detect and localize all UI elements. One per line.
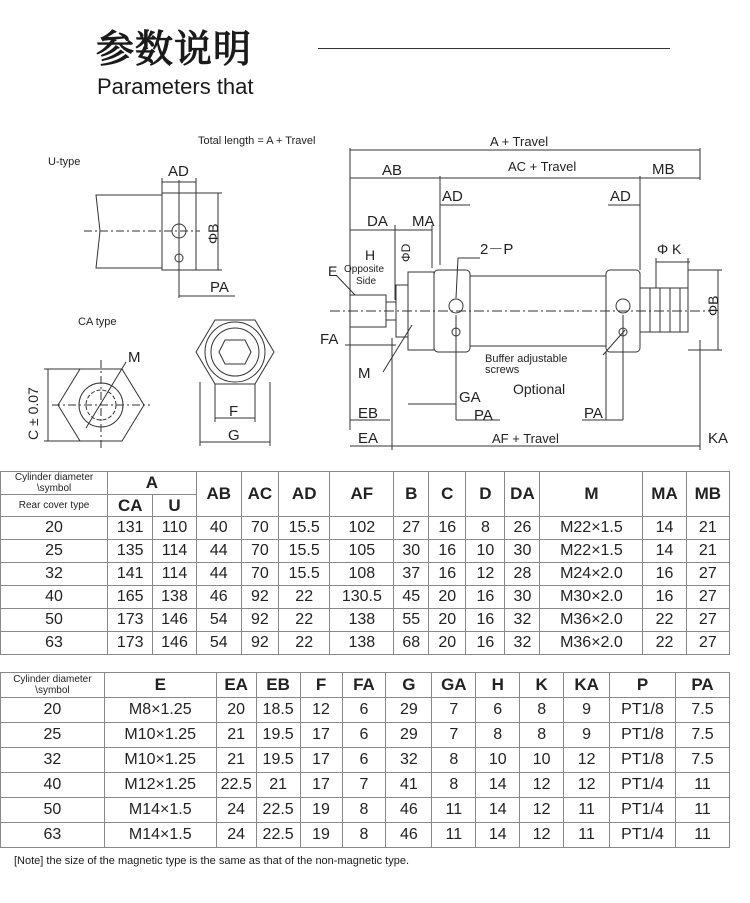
- table-cell: 40: [196, 517, 241, 540]
- ad-label-rear: AD: [610, 188, 631, 205]
- table-cell: 12: [520, 823, 564, 848]
- ac-travel-label: AC + Travel: [508, 159, 577, 174]
- table-cell: 46: [196, 586, 241, 609]
- table2-header: E: [104, 673, 216, 698]
- phi-b-label-main: ΦB: [705, 295, 721, 316]
- c-tolerance-label: C ± 0.07: [25, 387, 41, 440]
- table-cell: 14: [643, 540, 686, 563]
- table-cell: 9: [564, 723, 610, 748]
- table-cell: 24: [216, 823, 256, 848]
- table-cell: 17: [300, 748, 342, 773]
- table-cell: 15.5: [278, 563, 329, 586]
- table-cell: 22: [278, 609, 329, 632]
- table-cell: 105: [330, 540, 394, 563]
- table-cell: 8: [432, 748, 476, 773]
- table-cell: 17: [300, 723, 342, 748]
- table2-header: H: [476, 673, 520, 698]
- cylinder-diameter-cell: 63: [1, 823, 105, 848]
- table-cell: M36×2.0: [540, 609, 643, 632]
- table-cell: 32: [505, 632, 540, 655]
- table-cell: 20: [429, 586, 466, 609]
- table-cell: M12×1.25: [104, 773, 216, 798]
- ad-label-front: AD: [442, 188, 463, 205]
- table-row: [1, 586, 730, 609]
- table2-header: P: [610, 673, 676, 698]
- table-cell: 19: [300, 798, 342, 823]
- table-cell: 21: [216, 723, 256, 748]
- table-cell: 9: [564, 698, 610, 723]
- buffer-label-1: Buffer adjustable: [485, 353, 568, 365]
- table-cell: 16: [429, 517, 466, 540]
- table-row: [1, 540, 730, 563]
- table-cell: 70: [241, 563, 278, 586]
- table1-header: AF: [330, 472, 394, 517]
- table-cell: 16: [429, 563, 466, 586]
- table1-body: [1, 517, 730, 655]
- optional-label: Optional: [513, 381, 566, 397]
- table-cell: 12: [466, 563, 505, 586]
- af-travel-label: AF + Travel: [492, 431, 559, 446]
- table-cell: 54: [196, 632, 241, 655]
- table-cell: 32: [386, 748, 432, 773]
- table-cell: M14×1.5: [104, 798, 216, 823]
- rear-stud: [640, 288, 688, 332]
- table-cell: 16: [466, 586, 505, 609]
- table1-corner-line2: \symbol: [36, 483, 72, 494]
- table2-header: GA: [432, 673, 476, 698]
- table-cell: 7: [432, 723, 476, 748]
- table-cell: 165: [108, 586, 153, 609]
- table-cell: 22: [643, 609, 686, 632]
- table2-header: EB: [256, 673, 300, 698]
- eb-label: EB: [358, 405, 379, 422]
- table-cell: 108: [330, 563, 394, 586]
- cylinder-diameter-cell: 50: [1, 609, 108, 632]
- table-row: [1, 609, 730, 632]
- table1-header: B: [394, 472, 429, 517]
- table1-header: M: [540, 472, 643, 517]
- table-cell: 27: [686, 632, 729, 655]
- e-label: E: [328, 263, 338, 279]
- table-cell: 138: [153, 586, 196, 609]
- table-cell: 138: [330, 632, 394, 655]
- total-length-label: Total length = A + Travel: [198, 135, 316, 147]
- table-cell: 20: [429, 609, 466, 632]
- table-cell: 30: [505, 540, 540, 563]
- cylinder-diameter-cell: 40: [1, 586, 108, 609]
- table1-header: DA: [505, 472, 540, 517]
- table-cell: 8: [476, 723, 520, 748]
- table1-header: MB: [686, 472, 729, 517]
- table-cell: 29: [386, 698, 432, 723]
- table1-header: MA: [643, 472, 686, 517]
- table-cell: 8: [466, 517, 505, 540]
- table-cell: 30: [505, 586, 540, 609]
- table-cell: 16: [643, 563, 686, 586]
- table-cell: 12: [564, 773, 610, 798]
- cylinder-diameter-cell: 20: [1, 698, 105, 723]
- table-cell: 92: [241, 609, 278, 632]
- table2-header: KA: [564, 673, 610, 698]
- table-cell: 28: [505, 563, 540, 586]
- table-cell: 131: [108, 517, 153, 540]
- u-type-label: U-type: [48, 156, 81, 168]
- table-cell: 21: [686, 517, 729, 540]
- table-row: [1, 723, 730, 748]
- da-label: DA: [367, 213, 388, 230]
- table-cell: 44: [196, 540, 241, 563]
- table-cell: 46: [386, 823, 432, 848]
- table-cell: 7.5: [675, 723, 729, 748]
- table-cell: 146: [153, 609, 196, 632]
- port-label: 2－P: [480, 241, 514, 258]
- table-cell: 10: [466, 540, 505, 563]
- table-cell: 22: [278, 586, 329, 609]
- table-cell: PT1/8: [610, 748, 676, 773]
- table2-header: FA: [342, 673, 386, 698]
- table-cell: 41: [386, 773, 432, 798]
- opposite-label: Opposite: [344, 264, 385, 275]
- table-cell: 138: [330, 609, 394, 632]
- table-cell: 11: [564, 823, 610, 848]
- table1-header: AD: [278, 472, 329, 517]
- table-cell: 6: [342, 698, 386, 723]
- table-cell: PT1/4: [610, 773, 676, 798]
- table-cell: 11: [432, 823, 476, 848]
- ad-label-u: AD: [168, 163, 189, 180]
- table1-sub-header: U: [153, 495, 196, 517]
- table-cell: M30×2.0: [540, 586, 643, 609]
- table-cell: PT1/8: [610, 723, 676, 748]
- table-cell: 19.5: [256, 748, 300, 773]
- table-row: [1, 632, 730, 655]
- table-cell: 21: [686, 540, 729, 563]
- table-cell: 7: [432, 698, 476, 723]
- table-cell: M22×1.5: [540, 540, 643, 563]
- table-cell: 8: [432, 773, 476, 798]
- g-label: G: [228, 427, 240, 444]
- table-cell: 22: [643, 632, 686, 655]
- phi-d-label: ΦD: [399, 243, 413, 262]
- table-row: [1, 517, 730, 540]
- cylinder-diameter-cell: 50: [1, 798, 105, 823]
- table-row: [1, 798, 730, 823]
- table-cell: 114: [153, 540, 196, 563]
- table-cell: 10: [476, 748, 520, 773]
- table-cell: 44: [196, 563, 241, 586]
- table-row: [1, 773, 730, 798]
- side-label: Side: [356, 276, 377, 287]
- table2-body: [1, 698, 730, 848]
- table-cell: 8: [342, 798, 386, 823]
- table-cell: 18.5: [256, 698, 300, 723]
- table-row: [1, 823, 730, 848]
- table-cell: 27: [686, 609, 729, 632]
- table-cell: 16: [466, 632, 505, 655]
- phi-b-label-u: ΦB: [205, 223, 221, 244]
- table-cell: 26: [505, 517, 540, 540]
- table-cell: 6: [476, 698, 520, 723]
- table-cell: 6: [342, 723, 386, 748]
- table2-header: K: [520, 673, 564, 698]
- m-label-main: M: [358, 365, 371, 382]
- table-cell: 17: [300, 773, 342, 798]
- ga-label: GA: [459, 389, 481, 406]
- f-label: F: [229, 403, 239, 420]
- table-cell: M36×2.0: [540, 632, 643, 655]
- ea-label: EA: [358, 430, 379, 447]
- table2-header: G: [386, 673, 432, 698]
- cylinder-diameter-cell: 32: [1, 748, 105, 773]
- table-cell: 68: [394, 632, 429, 655]
- table-cell: 20: [429, 632, 466, 655]
- table-cell: 30: [394, 540, 429, 563]
- pa-label-u: PA: [210, 279, 229, 296]
- spec-table-2: [0, 672, 730, 848]
- table-cell: 12: [564, 748, 610, 773]
- table-cell: 7.5: [675, 698, 729, 723]
- table-cell: 16: [466, 609, 505, 632]
- table-cell: 29: [386, 723, 432, 748]
- table-cell: 22: [278, 632, 329, 655]
- table-cell: 11: [675, 773, 729, 798]
- h-label: H: [365, 247, 376, 263]
- table-row: [1, 698, 730, 723]
- cylinder-diameter-cell: 25: [1, 723, 105, 748]
- table-cell: 15.5: [278, 540, 329, 563]
- table-cell: 21: [256, 773, 300, 798]
- table-cell: 14: [476, 773, 520, 798]
- table-cell: 173: [108, 609, 153, 632]
- table-cell: 110: [153, 517, 196, 540]
- table1-corner-bottom: Rear cover type: [1, 495, 108, 517]
- table1-header: AC: [241, 472, 278, 517]
- table-cell: M22×1.5: [540, 517, 643, 540]
- cylinder-diameter-cell: 32: [1, 563, 108, 586]
- table-cell: 27: [686, 563, 729, 586]
- table2-corner-line2: \symbol: [35, 685, 70, 696]
- phi-k-label: Φ K: [657, 241, 682, 257]
- table-cell: 27: [394, 517, 429, 540]
- table1-header: D: [466, 472, 505, 517]
- table1-sub-header: CA: [108, 495, 153, 517]
- cylinder-diameter-cell: 20: [1, 517, 108, 540]
- table2-corner: [1, 673, 105, 698]
- table-cell: PT1/4: [610, 798, 676, 823]
- table-cell: 22.5: [216, 773, 256, 798]
- cylinder-diameter-cell: 40: [1, 773, 105, 798]
- footnote: [Note] the size of the magnetic type is the same as that of the non-magnetic type.: [14, 855, 409, 867]
- buffer-label-2: screws: [485, 364, 520, 376]
- cylinder-diameter-cell: 25: [1, 540, 108, 563]
- table-cell: PT1/4: [610, 823, 676, 848]
- table-cell: 146: [153, 632, 196, 655]
- table-cell: 10: [520, 748, 564, 773]
- table-cell: M24×2.0: [540, 563, 643, 586]
- table-cell: 20: [216, 698, 256, 723]
- table-cell: 45: [394, 586, 429, 609]
- table-cell: 14: [476, 798, 520, 823]
- table-cell: 11: [675, 798, 729, 823]
- table-cell: 22.5: [256, 798, 300, 823]
- table2-header: EA: [216, 673, 256, 698]
- table-cell: M10×1.25: [104, 748, 216, 773]
- ca-type-label: CA type: [78, 316, 117, 328]
- title-english: Parameters that: [97, 74, 254, 99]
- table-cell: 11: [564, 798, 610, 823]
- table-cell: 32: [505, 609, 540, 632]
- table-cell: M10×1.25: [104, 723, 216, 748]
- table1-corner-line1: Cylinder diameter: [14, 472, 94, 483]
- m-label-ca: M: [128, 349, 141, 366]
- table-cell: 92: [241, 632, 278, 655]
- a-travel-label: A + Travel: [490, 134, 549, 149]
- table-cell: 14: [476, 823, 520, 848]
- table-cell: 141: [108, 563, 153, 586]
- ma-label: MA: [412, 213, 435, 230]
- table-cell: 6: [342, 748, 386, 773]
- table-cell: 22.5: [256, 823, 300, 848]
- table-cell: 14: [643, 517, 686, 540]
- table-cell: 55: [394, 609, 429, 632]
- table-cell: 37: [394, 563, 429, 586]
- front-hex-flange: [196, 320, 274, 384]
- cylinder-diameter-cell: 63: [1, 632, 108, 655]
- table-cell: PT1/8: [610, 698, 676, 723]
- table-cell: 15.5: [278, 517, 329, 540]
- table1-header: AB: [196, 472, 241, 517]
- table1-group-header: A: [108, 472, 197, 495]
- table-cell: 8: [520, 723, 564, 748]
- table1-corner-top: [1, 472, 108, 495]
- table-cell: 7.5: [675, 748, 729, 773]
- table-cell: 12: [300, 698, 342, 723]
- table-cell: 8: [342, 823, 386, 848]
- table-row: [1, 563, 730, 586]
- table-cell: 11: [432, 798, 476, 823]
- pa-label-front: PA: [474, 407, 493, 424]
- table-cell: 16: [643, 586, 686, 609]
- table-cell: 102: [330, 517, 394, 540]
- table-cell: 11: [675, 823, 729, 848]
- table-cell: 16: [429, 540, 466, 563]
- ab-label: AB: [382, 162, 403, 179]
- table1-header: C: [429, 472, 466, 517]
- table-cell: 92: [241, 586, 278, 609]
- table-cell: 173: [108, 632, 153, 655]
- table-cell: 12: [520, 773, 564, 798]
- table-cell: 70: [241, 517, 278, 540]
- table-cell: 46: [386, 798, 432, 823]
- pa-label-rear: PA: [584, 405, 603, 422]
- table-cell: 8: [520, 698, 564, 723]
- table2-corner-line1: Cylinder diameter: [13, 674, 92, 685]
- title-chinese: 参数说明: [96, 27, 253, 71]
- table-cell: 19.5: [256, 723, 300, 748]
- table-cell: 24: [216, 798, 256, 823]
- table-cell: 70: [241, 540, 278, 563]
- table-cell: M14×1.5: [104, 823, 216, 848]
- table-cell: 12: [520, 798, 564, 823]
- table-cell: 54: [196, 609, 241, 632]
- table-cell: M8×1.25: [104, 698, 216, 723]
- table-row: [1, 748, 730, 773]
- spec-table-1: [0, 471, 730, 655]
- ka-label: KA: [708, 430, 729, 447]
- table-cell: 130.5: [330, 586, 394, 609]
- table-cell: 19: [300, 823, 342, 848]
- table2-header: PA: [675, 673, 729, 698]
- table2-header: F: [300, 673, 342, 698]
- table-cell: 21: [216, 748, 256, 773]
- mb-label: MB: [652, 161, 675, 178]
- table-cell: 114: [153, 563, 196, 586]
- table-cell: 27: [686, 586, 729, 609]
- table-cell: 135: [108, 540, 153, 563]
- table-cell: 7: [342, 773, 386, 798]
- fa-label: FA: [320, 331, 339, 348]
